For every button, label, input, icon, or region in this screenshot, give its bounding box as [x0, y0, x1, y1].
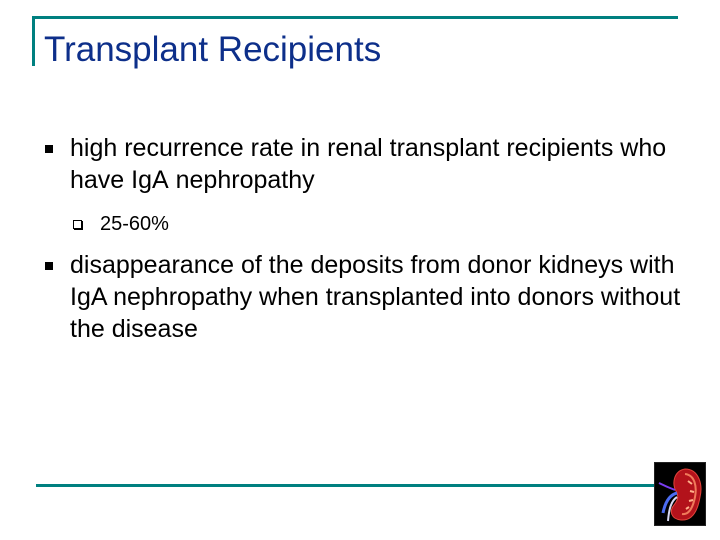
- bullet-text: disappearance of the deposits from donor kidneys with IgA nephropathy when transplanted into donors without the disease: [70, 251, 681, 343]
- square-bullet-icon: [45, 262, 53, 270]
- slide-title: Transplant Recipients: [44, 30, 382, 69]
- bullet-item: [44, 249, 684, 345]
- kidney-image: [654, 462, 706, 526]
- frame-top-line: [32, 16, 678, 19]
- hollow-square-bullet-icon: [73, 220, 82, 229]
- sub-bullet-text: 25-60%: [100, 213, 169, 235]
- bullet-item: [44, 132, 684, 236]
- bullet-list: [44, 132, 684, 345]
- bullet-text: high recurrence rate in renal transplant recipients who have IgА nephropathy: [70, 134, 667, 194]
- sub-bullet-item: [70, 212, 684, 236]
- bottom-rule-line: [36, 484, 656, 487]
- frame-left-line: [32, 16, 35, 66]
- sub-bullet-list: [70, 212, 684, 236]
- square-bullet-icon: [45, 145, 53, 153]
